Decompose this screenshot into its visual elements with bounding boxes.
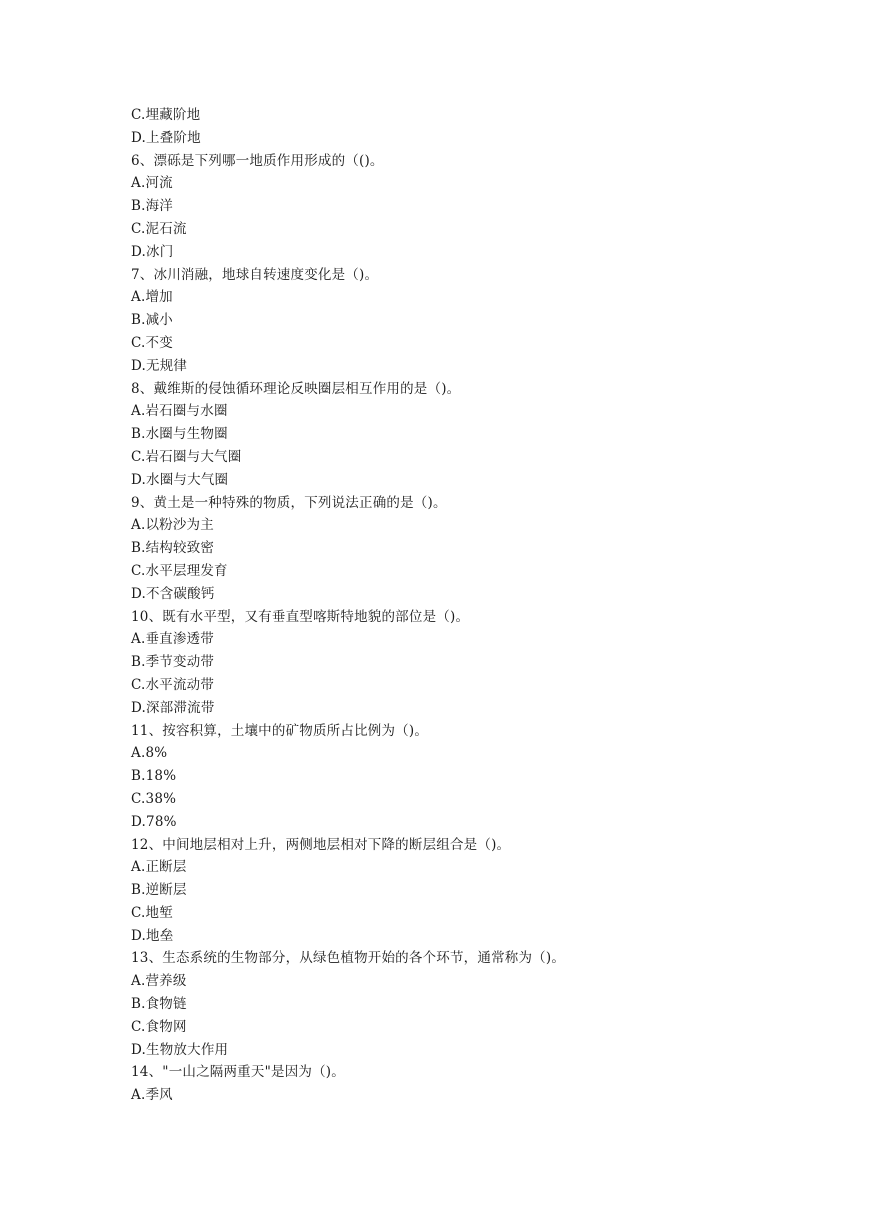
question-12: 12、中间地层相对上升，两侧地层相对下降的断层组合是（)。	[131, 836, 511, 853]
option-c: C.不变	[131, 334, 173, 351]
question-8: 8、戴维斯的侵蚀循环理论反映圈层相互作用的是（)。	[131, 380, 461, 397]
question-11: 11、按容积算，土壤中的矿物质所占比例为（)。	[131, 722, 429, 739]
option-c: C.食物网	[131, 1018, 187, 1035]
option-a: A.以粉沙为主	[131, 517, 214, 534]
option-a: A.正断层	[131, 859, 187, 876]
option-a: A.河流	[131, 175, 173, 192]
question-10: 10、既有水平型，又有垂直型喀斯特地貌的部位是（)。	[131, 608, 470, 625]
option-a: A.垂直渗透带	[131, 631, 214, 648]
option-c: C.水平层理发育	[131, 562, 228, 579]
option-c: C.地堑	[131, 904, 173, 921]
option-a: A.营养级	[131, 973, 187, 990]
option-d: D.上叠阶地	[131, 129, 201, 146]
question-7: 7、冰川消融，地球自转速度变化是（)。	[131, 266, 379, 283]
option-a: A.季风	[131, 1087, 173, 1104]
option-d: D.水圈与大气圈	[131, 471, 229, 488]
option-d: D.无规律	[131, 357, 188, 374]
option-d: D.78%	[131, 813, 177, 830]
option-c: C.水平流动带	[131, 676, 215, 693]
option-d: D.生物放大作用	[131, 1041, 229, 1058]
option-b: B.季节变动带	[131, 654, 215, 671]
option-c: C.泥石流	[131, 220, 187, 237]
option-d: D.深部滞流带	[131, 699, 215, 716]
option-b: B.逆断层	[131, 882, 187, 899]
option-b: B.结构较致密	[131, 540, 215, 557]
option-d: D.不含碳酸钙	[131, 585, 215, 602]
question-13: 13、生态系统的生物部分，从绿色植物开始的各个环节，通常称为（)。	[131, 950, 566, 967]
question-9: 9、黄土是一种特殊的物质，下列说法正确的是（)。	[131, 494, 447, 511]
option-c: C.岩石圈与大气圈	[131, 448, 242, 465]
option-c: C.38%	[131, 790, 177, 807]
option-a: A.8%	[131, 745, 168, 762]
question-14: 14、"一山之隔两重天"是因为（)。	[131, 1064, 345, 1081]
option-c: C.埋藏阶地	[131, 107, 201, 123]
document-page	[131, 104, 831, 1107]
option-b: B.水圈与生物圈	[131, 426, 228, 443]
option-b: B.18%	[131, 768, 177, 785]
option-b: B.减小	[131, 312, 174, 329]
option-a: A.岩石圈与水圈	[131, 403, 228, 420]
option-d: D.冰门	[131, 243, 174, 260]
question-6: 6、漂砾是下列哪一地质作用形成的（()。	[131, 152, 384, 169]
option-d: D.地垒	[131, 927, 174, 944]
option-a: A.增加	[131, 289, 173, 306]
option-b: B.食物链	[131, 996, 187, 1013]
option-b: B.海洋	[131, 198, 174, 215]
